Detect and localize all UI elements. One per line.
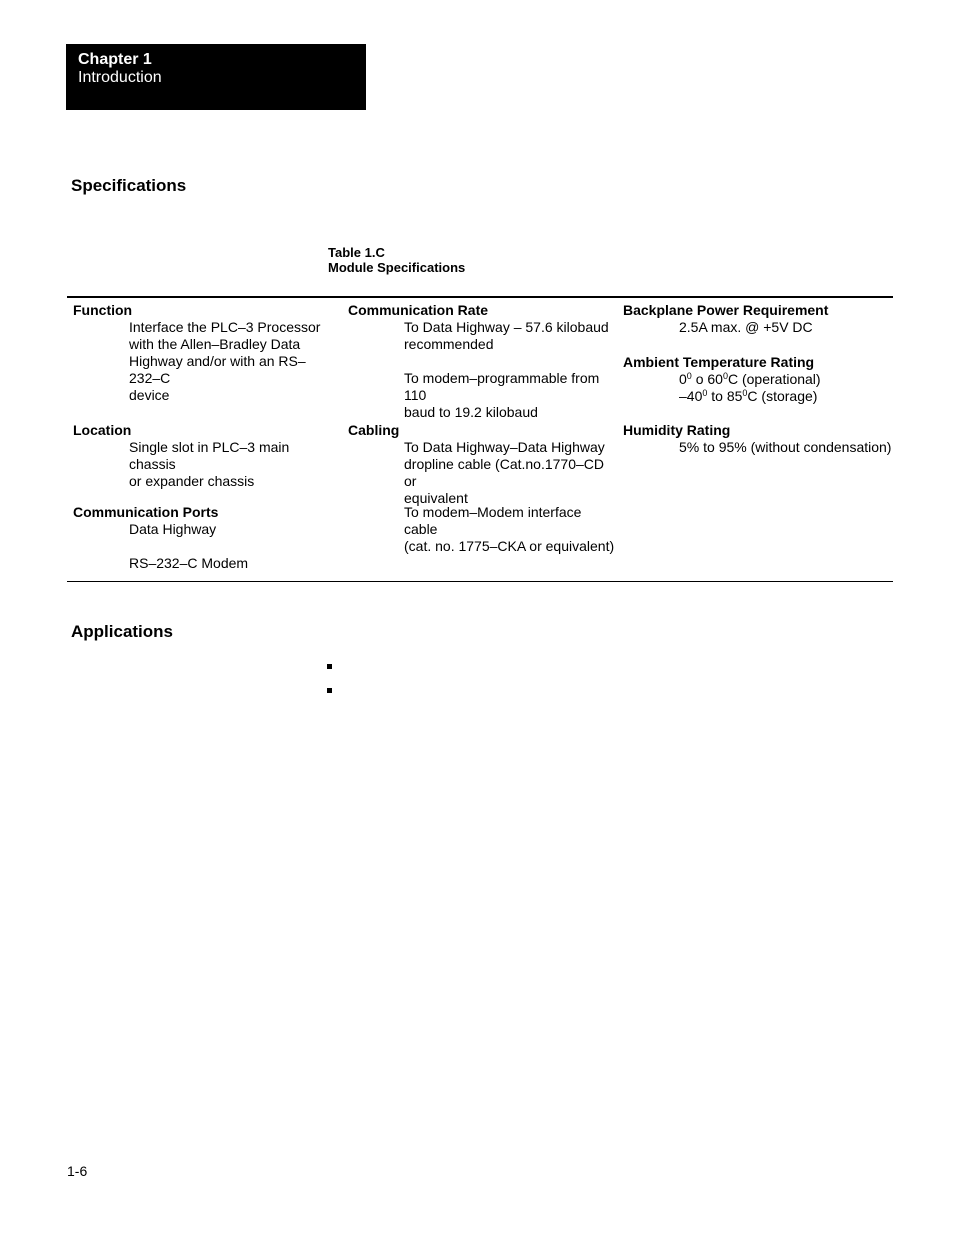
- humidity-value: 5% to 95% (without condensation): [679, 439, 892, 455]
- cable-line: To Data Highway–Data Highway: [404, 439, 605, 455]
- temp-storage: $-40^0$ to $85^0C$ (storage): [679, 388, 818, 404]
- chapter-header: [66, 44, 366, 110]
- humidity-label: Humidity Rating: [623, 422, 731, 438]
- cabling-label: Cabling: [348, 422, 400, 438]
- applications-heading: Applications: [71, 622, 174, 641]
- power-label: Backplane Power Requirement: [623, 302, 829, 318]
- temp-label: Ambient Temperature Rating: [623, 354, 815, 370]
- rate-line: recommended: [404, 336, 494, 352]
- temp-operational: $0^0$ o $60^0C$ (operational): [679, 371, 821, 387]
- ports-label: Communication Ports: [73, 504, 219, 520]
- function-line: Interface the PLC–3 Processor: [129, 319, 321, 335]
- rate-label: Communication Rate: [348, 302, 489, 318]
- power-value: 2.5A max. @ +5V DC: [679, 319, 813, 335]
- chapter-title: Introduction: [78, 69, 162, 86]
- port-item: RS–232–C Modem: [129, 555, 249, 571]
- page-number: 1-6: [67, 1163, 88, 1179]
- rate-line: To modem–programmable from 110: [404, 370, 600, 403]
- cable-line: equivalent: [404, 490, 468, 506]
- function-line: with the Allen–Bradley Data: [129, 336, 301, 352]
- spec-column-2: [348, 302, 618, 421]
- function-label: Function: [73, 302, 133, 318]
- spec-column-1-ports: [73, 504, 333, 572]
- cable-line: dropline cable (Cat.no.1770–CD or: [404, 456, 605, 489]
- spec-column-2-cabling-modem: [348, 504, 618, 555]
- spec-column-3-humidity: [623, 422, 893, 456]
- cable-line: (cat. no. 1775–CKA or equivalent): [404, 538, 615, 554]
- specifications-heading: Specifications: [71, 176, 187, 195]
- function-line: Highway and/or with an RS–232–C: [129, 353, 306, 386]
- port-item: Data Highway: [129, 521, 217, 537]
- rate-line: To Data Highway – 57.6 kilobaud: [404, 319, 609, 335]
- function-line: device: [129, 387, 170, 403]
- table-top-rule: [67, 296, 893, 298]
- table-caption: [328, 245, 465, 275]
- location-line: or expander chassis: [129, 473, 255, 489]
- spec-column-3: [623, 302, 893, 336]
- spec-column-3-temp: [623, 354, 893, 405]
- location-line: Single slot in PLC–3 main chassis: [129, 439, 290, 472]
- table-number: Table 1.C: [328, 245, 385, 260]
- cable-line: To modem–Modem interface cable: [404, 504, 582, 537]
- rate-line: baud to 19.2 kilobaud: [404, 404, 538, 420]
- table-title: Module Specifications: [328, 260, 466, 275]
- location-label: Location: [73, 422, 132, 438]
- chapter-number: Chapter 1: [78, 51, 152, 68]
- bullet-marker: [327, 688, 332, 693]
- spec-column-1-location: [73, 422, 333, 490]
- spec-column-1: [73, 302, 333, 404]
- table-bottom-rule: [67, 581, 893, 582]
- spec-column-2-cabling: [348, 422, 618, 507]
- bullet-marker: [327, 664, 332, 669]
